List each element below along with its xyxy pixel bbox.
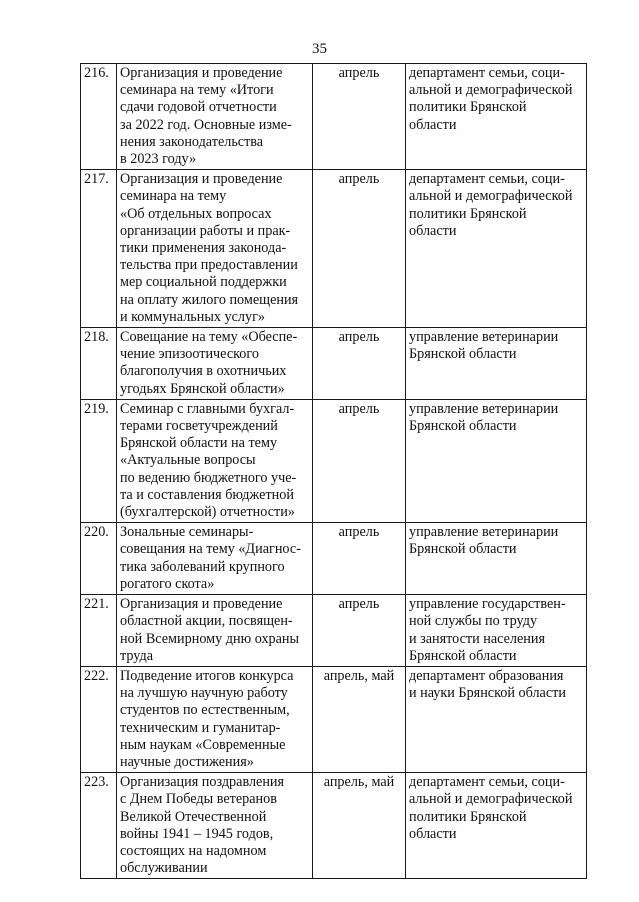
table-row <box>81 399 587 522</box>
responsible-body: управление ветеринарии Брянской области <box>406 399 587 522</box>
event-date: апрель <box>313 64 406 170</box>
table-row <box>81 595 587 667</box>
responsible-body: управление государствен- ной службы по труду и занятости населения Брянской области <box>406 595 587 667</box>
row-number: 218. <box>81 328 117 400</box>
event-description: Семинар с главными бухгал- терами госветучреждений Брянской области на тему «Актуальные вопросы по ведению бюджетного уче- та и составления бюджетной (бухгалтерской) отчетности» <box>117 399 313 522</box>
event-date: апрель, май <box>313 666 406 772</box>
table-row <box>81 666 587 772</box>
table-row <box>81 773 587 879</box>
responsible-body: департамент семьи, соци- альной и демографической политики Брянской области <box>406 64 587 170</box>
row-number: 223. <box>81 773 117 879</box>
event-description: Организация и проведение семинара на тему «Об отдельных вопросах организации работы и прак- тики применения законода- тельства при предоставлении мер социальной поддержки на оплату жилого помещения и коммунальных услуг» <box>117 170 313 328</box>
event-date: апрель <box>313 328 406 400</box>
row-number: 220. <box>81 523 117 595</box>
responsible-body: департамент семьи, соци- альной и демографической политики Брянской области <box>406 773 587 879</box>
event-description: Организация и проведение областной акции, посвящен- ной Всемирному дню охраны труда <box>117 595 313 667</box>
row-number: 216. <box>81 64 117 170</box>
event-date: апрель <box>313 170 406 328</box>
responsible-body: управление ветеринарии Брянской области <box>406 328 587 400</box>
responsible-body: департамент семьи, соци- альной и демографической политики Брянской области <box>406 170 587 328</box>
event-date: апрель, май <box>313 773 406 879</box>
event-description: Организация поздравления с Днем Победы ветеранов Великой Отечественной войны 1941 – 1945 годов, состоящих на надомном обслуживании <box>117 773 313 879</box>
event-description: Зональные семинары- совещания на тему «Диагнос- тика заболеваний крупного рогатого скота» <box>117 523 313 595</box>
row-number: 217. <box>81 170 117 328</box>
row-number: 222. <box>81 666 117 772</box>
event-description: Организация и проведение семинара на тему «Итоги сдачи годовой отчетности за 2022 год. Основные изме- нения законодательства в 2023 году» <box>117 64 313 170</box>
events-plan-table <box>80 63 587 879</box>
page-number: 35 <box>312 41 327 57</box>
table-row <box>81 523 587 595</box>
table-row <box>81 170 587 328</box>
event-date: апрель <box>313 399 406 522</box>
row-number: 221. <box>81 595 117 667</box>
event-description: Подведение итогов конкурса на лучшую научную работу студентов по естественным, техническим и гуманитар- ным наукам «Современные научные достижения» <box>117 666 313 772</box>
event-date: апрель <box>313 595 406 667</box>
responsible-body: департамент образования и науки Брянской области <box>406 666 587 772</box>
table-row <box>81 328 587 400</box>
row-number: 219. <box>81 399 117 522</box>
event-description: Совещание на тему «Обеспе- чение эпизоотического благополучия в охотничьих угодьях Брянской области» <box>117 328 313 400</box>
responsible-body: управление ветеринарии Брянской области <box>406 523 587 595</box>
table-row <box>81 64 587 170</box>
event-date: апрель <box>313 523 406 595</box>
